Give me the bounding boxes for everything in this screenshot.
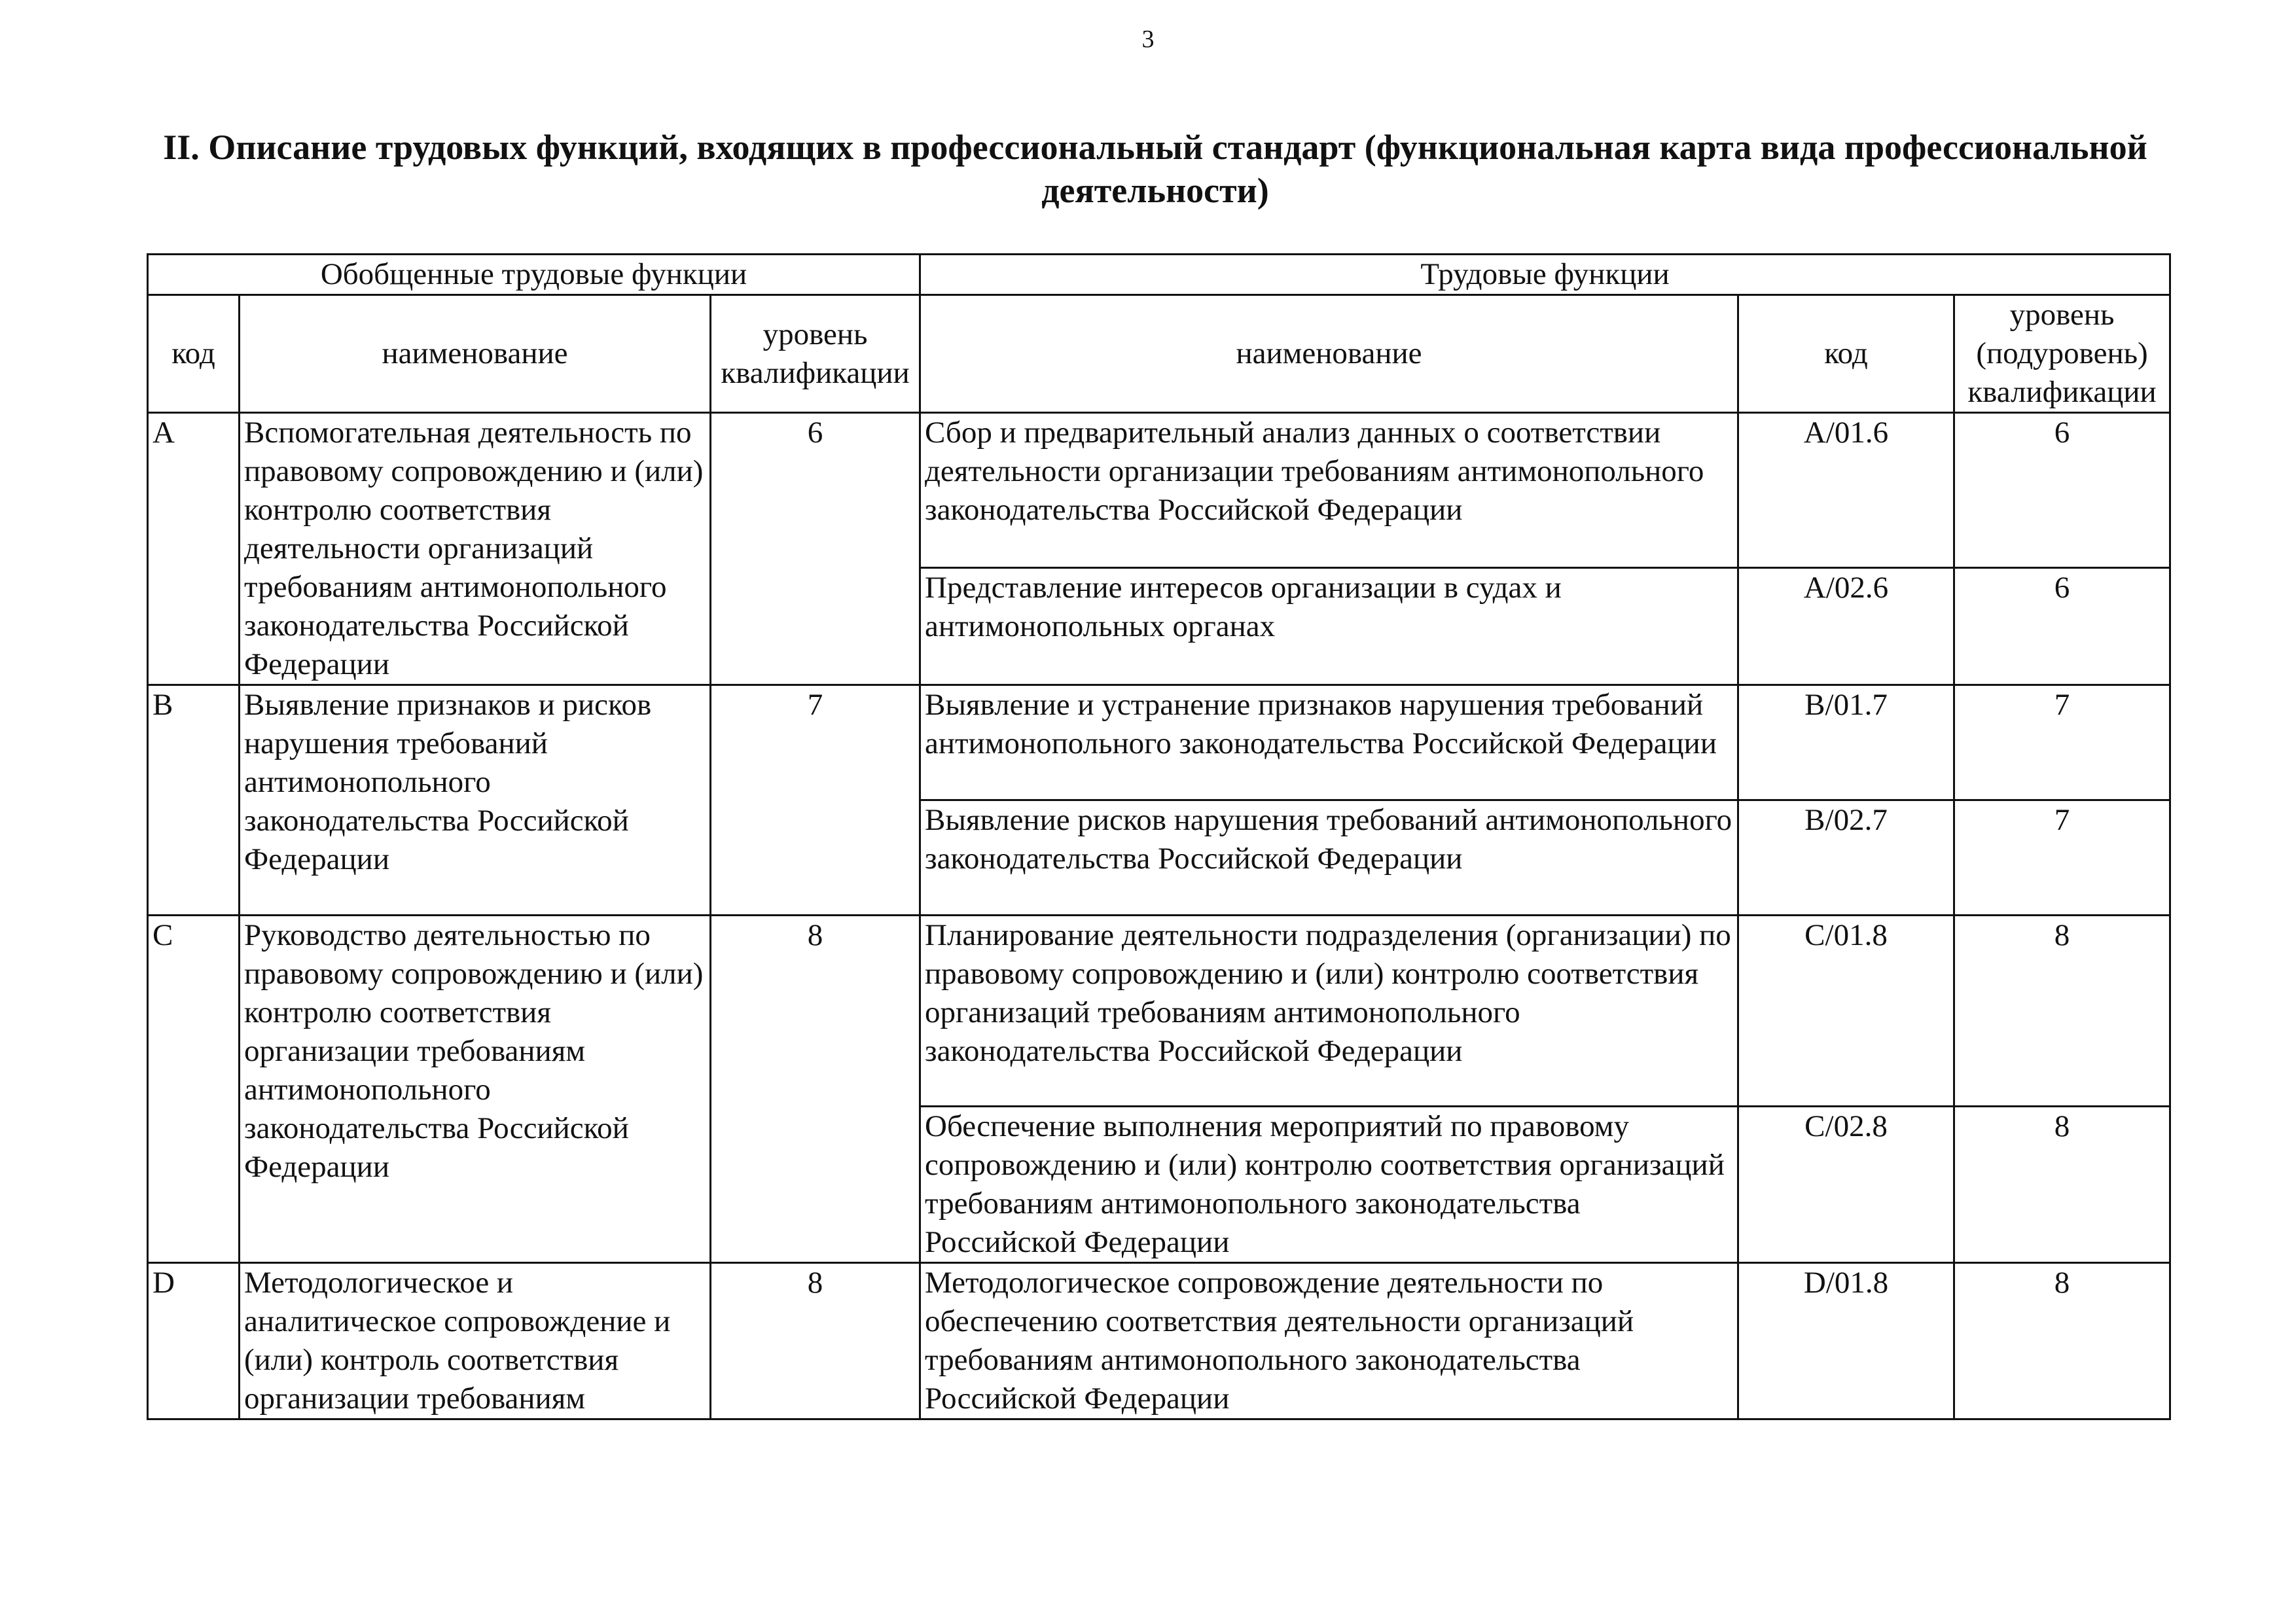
col-header-gf-code: код <box>148 295 240 413</box>
gf-level-cell: 7 <box>711 685 920 916</box>
gf-level-cell: 6 <box>711 413 920 685</box>
gf-name-cell: Вспомогательная деятельность по правовому сопровождению и (или) контролю соответствия деятельности организаций требованиям антимонопольного законодательства Российской Федерации <box>240 413 711 685</box>
lf-code-cell: B/02.7 <box>1738 800 1954 916</box>
gf-code-cell: C <box>148 916 240 1263</box>
section-title: II. Описание трудовых функций, входящих в профессиональный стандарт (функциональная карта вида профессиональной деятельности) <box>163 128 2147 210</box>
gf-code-cell: B <box>148 685 240 916</box>
group-header-row <box>148 255 2170 295</box>
lf-name-cell: Выявление и устранение признаков нарушения требований антимонопольного законодательства Российской Федерации <box>920 685 1738 800</box>
lf-code-cell: A/02.6 <box>1738 568 1954 685</box>
functional-map-table <box>147 253 2171 1420</box>
lf-name-cell: Выявление рисков нарушения требований антимонопольного законодательства Российской Федерации <box>920 800 1738 916</box>
lf-code-cell: C/01.8 <box>1738 916 1954 1107</box>
lf-level-cell: 8 <box>1954 1107 2170 1263</box>
labor-functions-header: Трудовые функции <box>920 255 2170 295</box>
lf-level-cell: 8 <box>1954 916 2170 1107</box>
lf-level-cell: 7 <box>1954 685 2170 800</box>
lf-name-cell: Обеспечение выполнения мероприятий по правовому сопровождению и (или) контролю соответствия организаций требованиям антимонопольного законодательства Российской Федерации <box>920 1107 1738 1263</box>
lf-name-cell: Представление интересов организации в судах и антимонопольных органах <box>920 568 1738 685</box>
lf-level-cell: 8 <box>1954 1263 2170 1419</box>
lf-level-cell: 7 <box>1954 800 2170 916</box>
col-header-lf-code: код <box>1738 295 1954 413</box>
lf-code-cell: A/01.6 <box>1738 413 1954 568</box>
gf-name-cell: Методологическое и аналитическое сопровождение и (или) контроль соответствия организации требованиям <box>240 1263 711 1419</box>
column-header-row <box>148 295 2170 413</box>
lf-code-cell: C/02.8 <box>1738 1107 1954 1263</box>
lf-code-cell: B/01.7 <box>1738 685 1954 800</box>
lf-level-cell: 6 <box>1954 413 2170 568</box>
lf-level-cell: 6 <box>1954 568 2170 685</box>
col-header-gf-name: наименование <box>240 295 711 413</box>
gf-code-cell: D <box>148 1263 240 1419</box>
page-number: 3 <box>1141 26 1155 53</box>
table-row <box>148 1263 2170 1419</box>
lf-name-cell: Планирование деятельности подразделения (организации) по правовому сопровождению и (или) контролю соответствия организаций требованиям антимонопольного законодательства Российской Федерации <box>920 916 1738 1107</box>
table-row <box>148 916 2170 1107</box>
lf-name-cell: Сбор и предварительный анализ данных о соответствии деятельности организации требованиям антимонопольного законодательства Российской Федерации <box>920 413 1738 568</box>
table-row <box>148 413 2170 568</box>
col-header-gf-level: уровень квалификации <box>711 295 920 413</box>
gf-level-cell: 8 <box>711 916 920 1263</box>
table-row <box>148 685 2170 800</box>
gf-name-cell: Руководство деятельностью по правовому сопровождению и (или) контролю соответствия организации требованиям антимонопольного законодательства Российской Федерации <box>240 916 711 1263</box>
lf-code-cell: D/01.8 <box>1738 1263 1954 1419</box>
gf-code-cell: A <box>148 413 240 685</box>
col-header-lf-name: наименование <box>920 295 1738 413</box>
col-header-lf-level: уровень (подуровень) квалификации <box>1954 295 2170 413</box>
gf-level-cell: 8 <box>711 1263 920 1419</box>
lf-name-cell: Методологическое сопровождение деятельности по обеспечению соответствия деятельности организаций требованиям антимонопольного законодательства Российской Федерации <box>920 1263 1738 1419</box>
generalized-functions-header: Обобщенные трудовые функции <box>148 255 920 295</box>
gf-name-cell: Выявление признаков и рисков нарушения требований антимонопольного законодательства Российской Федерации <box>240 685 711 916</box>
